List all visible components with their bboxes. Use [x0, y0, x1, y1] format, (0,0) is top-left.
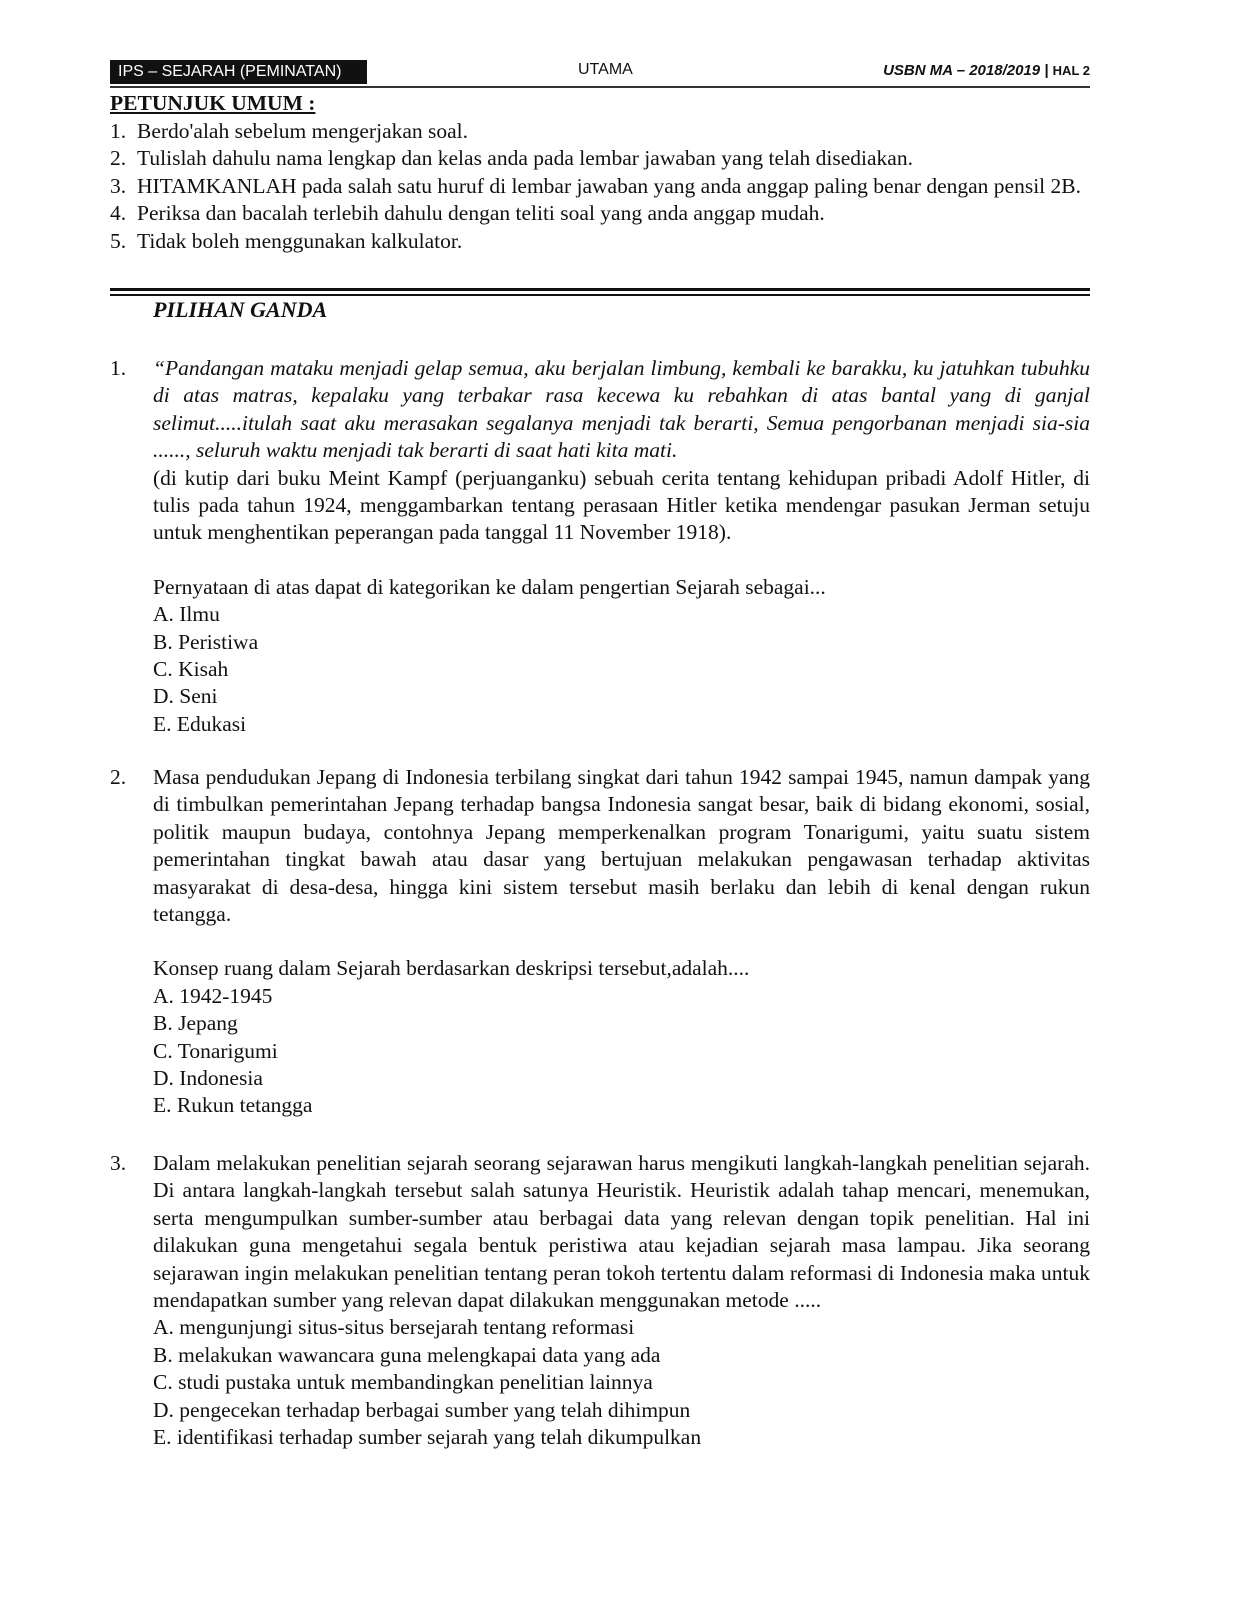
instruction-text: Tidak boleh menggunakan kalkulator. — [137, 228, 463, 253]
question-2 — [110, 764, 1090, 1120]
option-e[interactable]: E. Rukun tetangga — [153, 1093, 313, 1118]
instruction-item: 4. Periksa dan bacalah terlebih dahulu dengan teliti soal yang anda anggap mudah. — [110, 200, 1090, 228]
question-3 — [110, 1150, 1090, 1451]
question-1 — [110, 355, 1090, 738]
instruction-item: 2. Tulislah dahulu nama lengkap dan kelas anda pada lembar jawaban yang telah disediakan. — [110, 145, 1090, 173]
exam-info — [883, 62, 1090, 79]
instruction-item: 3. HITAMKANLAH pada salah satu huruf di lembar jawaban yang anda anggap paling benar dengan pensil 2B. — [110, 173, 1090, 201]
option-b[interactable]: B. Peristiwa — [153, 629, 259, 654]
separator: | — [1040, 62, 1053, 79]
page-header — [110, 60, 1090, 88]
instruction-text: Tulislah dahulu nama lengkap dan kelas anda pada lembar jawaban yang telah disediakan. — [137, 146, 913, 170]
option-c[interactable]: C. Kisah — [153, 657, 229, 682]
instructions-title: PETUNJUK UMUM : — [110, 91, 316, 115]
option-c[interactable]: C. studi pustaka untuk membandingkan penelitian lainnya — [153, 1370, 653, 1395]
question-text: Masa pendudukan Jepang di Indonesia terbilang singkat dari tahun 1942 sampai 1945, namun dampak yang di timbulkan pemerintahan Jepang terhadap bangsa Indonesia sangat besar, baik di bidang ekonomi, sosial, politik maupun budaya, contohnya Jepang memperkenalkan program Tonarigumi, yaitu suatu sistem pemerintahan tingkat bawah atau dasar yang bertujuan melakukan pengawasan terhadap aktivitas masyarakat di desa-desa, hingga kini sistem tersebut masih berlaku dan lebih di kenal dengan rukun tetangga. — [153, 765, 1090, 927]
instruction-text: Periksa dan bacalah terlebih dahulu dengan teliti soal yang anda anggap mudah. — [137, 201, 825, 225]
option-e[interactable]: E. Edukasi — [153, 711, 247, 736]
question-number: 2. — [110, 765, 127, 789]
option-c[interactable]: C. Tonarigumi — [153, 1038, 278, 1063]
option-d[interactable]: D. Seni — [153, 684, 218, 709]
section-title: PILIHAN GANDA — [153, 297, 328, 322]
instruction-text: HITAMKANLAH pada salah satu huruf di lembar jawaban yang anda anggap paling benar dengan pensil 2B. — [137, 173, 1081, 198]
exam-type: UTAMA — [578, 61, 633, 78]
question-text: Dalam melakukan penelitian sejarah seorang sejarawan harus mengikuti langkah-langkah penelitian sejarah. Di antara langkah-langkah tersebut salah satunya Heuristik. Heuristik adalah tahap mencari, menemukan, serta mengumpulkan sumber-sumber atau berbagai data yang relevan dengan topik penelitian. Hal ini dilakukan guna mengetahui segala bentuk peristiwa atau kejadian sejarah masa lampau. Jika seorang sejarawan ingin melakukan penelitian tentang peran tokoh tertentu dalam reformasi di Indonesia maka untuk mendapatkan sumber yang relevan dapat dilakukan menggunakan metode ..... — [153, 1151, 1090, 1313]
option-e[interactable]: E. identifikasi terhadap sumber sejarah yang telah dikumpulkan — [153, 1425, 702, 1450]
page-number: HAL 2 — [1052, 63, 1090, 78]
option-b[interactable]: B. Jepang — [153, 1011, 238, 1036]
instruction-text: Berdo'alah sebelum mengerjakan soal. — [137, 118, 469, 143]
option-d[interactable]: D. pengecekan terhadap berbagai sumber yang telah dihimpun — [153, 1397, 691, 1422]
question-prompt: Konsep ruang dalam Sejarah berdasarkan deskripsi tersebut,adalah.... — [153, 956, 750, 981]
section-divider — [110, 288, 1090, 296]
question-prompt: Pernyataan di atas dapat di kategorikan ke dalam pengertian Sejarah sebagai... — [153, 574, 826, 599]
question-source: (di kutip dari buku Meint Kampf (perjuanganku) sebuah cerita tentang kehidupan pribadi Adolf Hitler, di tulis pada tahun 1924, menggambarkan tentang perasaan Hitler ketika mendengar pasukan Jerman setuju untuk menghentikan peperangan pada tanggal 11 November 1918). — [153, 465, 1090, 545]
option-a[interactable]: A. 1942-1945 — [153, 983, 273, 1008]
option-a[interactable]: A. Ilmu — [153, 602, 220, 627]
question-number: 3. — [110, 1151, 127, 1175]
instructions — [110, 90, 1090, 255]
instruction-item: 1. Berdo'alah sebelum mengerjakan soal. — [110, 118, 1090, 146]
option-d[interactable]: D. Indonesia — [153, 1066, 263, 1091]
question-number: 1. — [110, 356, 127, 380]
option-a[interactable]: A. mengunjungi situs-situs bersejarah tentang reformasi — [153, 1315, 635, 1340]
option-b[interactable]: B. melakukan wawancara guna melengkapai data yang ada — [153, 1342, 661, 1367]
subject-label: IPS – SEJARAH (PEMINATAN) — [110, 60, 367, 84]
exam-name: USBN MA – 2018/2019 — [883, 62, 1041, 79]
instruction-item: 5. Tidak boleh menggunakan kalkulator. — [110, 228, 1090, 256]
question-quote: “Pandangan mataku menjadi gelap semua, aku berjalan limbung, kembali ke barakku, ku jatuhkan tubuhku di atas matras, kepalaku yang terbakar rasa kecewa ku rebahkan di atas bantal yang di ganjal selimut.....itulah saat aku merasakan segalanya menjadi tak berarti, Semua pengorbanan menjadi sia-sia ......, seluruh waktu menjadi tak berarti di saat hati kita mati. — [153, 356, 1090, 463]
